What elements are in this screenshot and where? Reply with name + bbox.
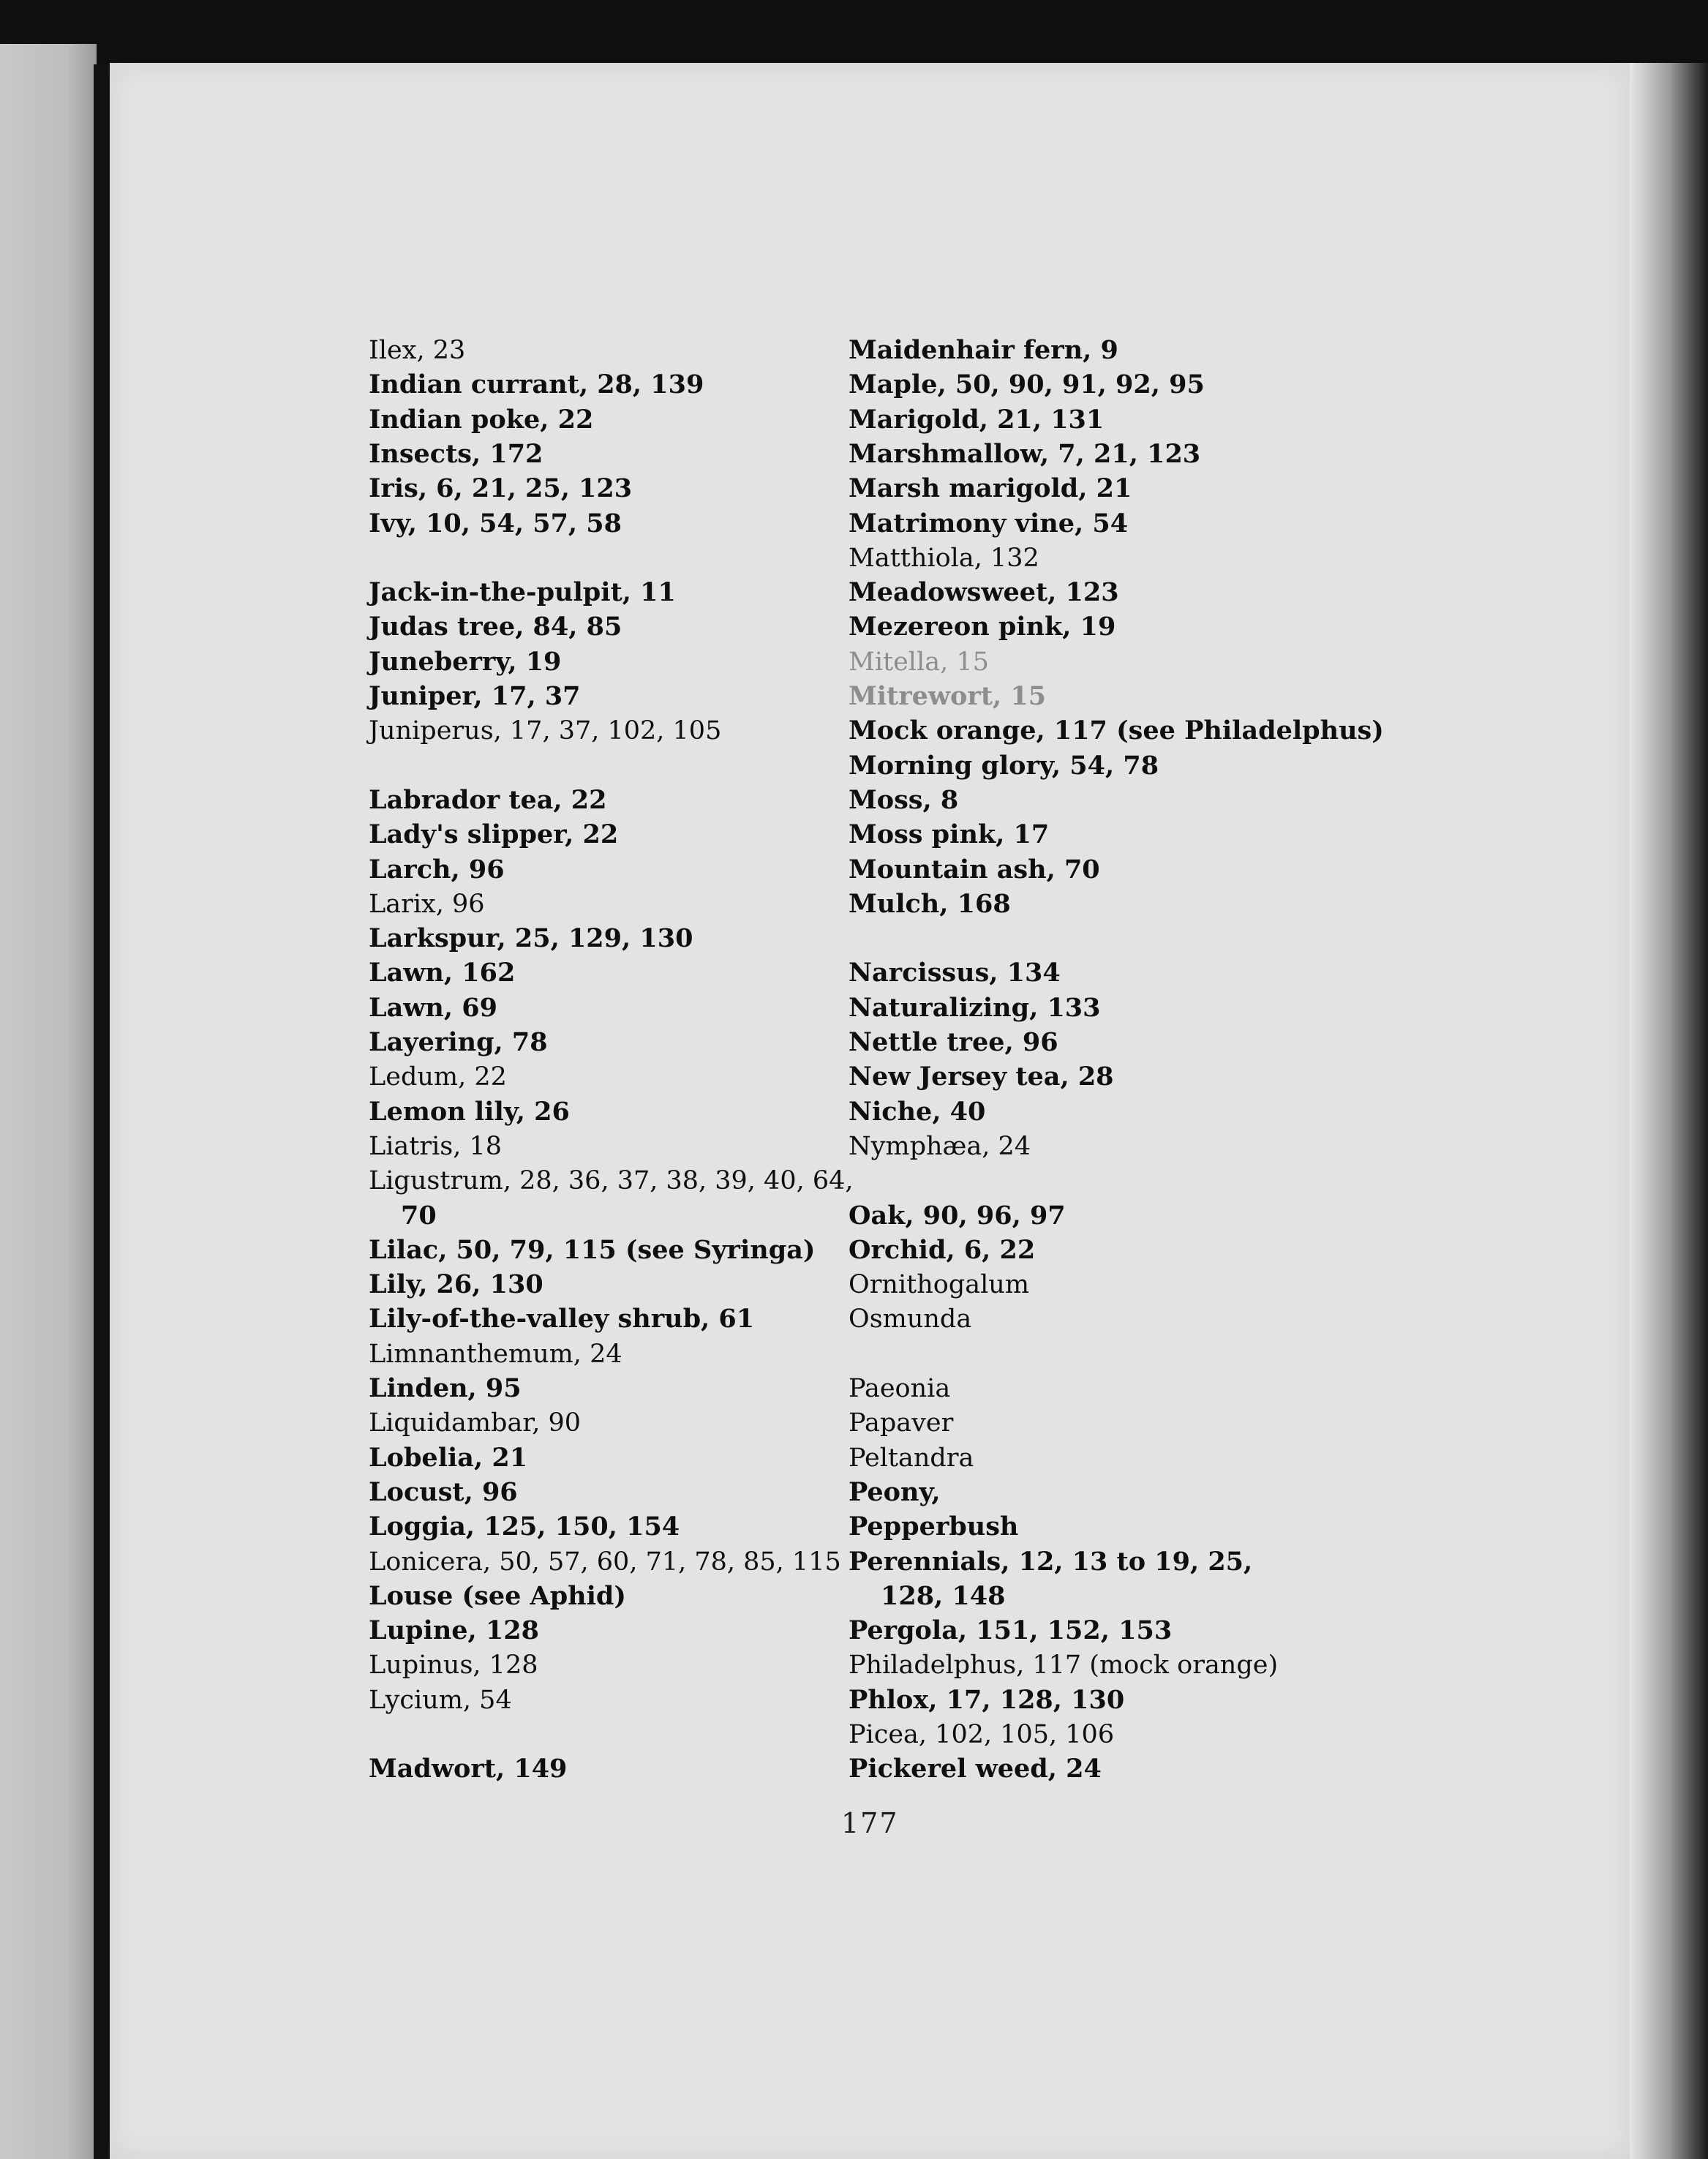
index-entry: Mock orange, 117 (see Philadelphus) [849, 716, 1384, 746]
index-entry: Lemon lily, 26 [369, 1096, 570, 1127]
index-entry: Ivy, 10, 54, 57, 58 [369, 508, 622, 538]
index-entry: Madwort, 149 [369, 1754, 568, 1784]
index-entry: Insects, 172 [369, 438, 543, 469]
index-entry: Lawn, 69 [369, 992, 497, 1023]
index-entry: Judas tree, 84, 85 [369, 612, 622, 642]
index-entry: Phlox, 17, 128, 130 [849, 1684, 1125, 1715]
index-entry: Indian currant, 28, 139 [369, 369, 704, 400]
index-entry: 70 [401, 1200, 437, 1231]
index-entry: Marshmallow, 7, 21, 123 [849, 438, 1201, 469]
index-entry: Larix, 96 [369, 889, 485, 919]
index-entry: Liatris, 18 [369, 1131, 503, 1161]
index-entry: Marsh marigold, 21 [849, 473, 1132, 504]
index-entry: Oak, 90, 96, 97 [849, 1200, 1066, 1231]
index-entry: Matrimony vine, 54 [849, 508, 1129, 538]
index-entry: Moss, 8 [849, 784, 959, 815]
index-entry: Mezereon pink, 19 [849, 612, 1116, 642]
index-entry: Morning glory, 54, 78 [849, 750, 1159, 781]
index-entry: Osmunda [849, 1304, 972, 1334]
index-entry: Linden, 95 [369, 1373, 522, 1403]
index-entry: Ligustrum, 28, 36, 37, 38, 39, 40, 64, [369, 1166, 854, 1196]
index-entry: Perennials, 12, 13 to 19, 25, [849, 1546, 1253, 1577]
index-entry: Iris, 6, 21, 25, 123 [369, 473, 633, 504]
index-entry: Lonicera, 50, 57, 60, 71, 78, 85, 115 [369, 1547, 841, 1577]
index-entry: Pergola, 151, 152, 153 [849, 1615, 1173, 1646]
index-entry: Pickerel weed, 24 [849, 1754, 1102, 1784]
index-entry: 128, 148 [881, 1580, 1006, 1611]
index-entry: Peony, [849, 1476, 941, 1507]
index-entry: Ornithogalum [849, 1270, 1030, 1300]
index-entry: Nymphæa, 24 [849, 1131, 1031, 1161]
film-edge-left [0, 44, 97, 2159]
index-entry: Juniper, 17, 37 [369, 681, 581, 711]
index-entry: Larch, 96 [369, 854, 505, 885]
index-entry: Mitrewort, 15 [849, 681, 1047, 711]
film-edge-right [1630, 63, 1708, 2159]
index-entry: Mountain ash, 70 [849, 854, 1100, 885]
index-entry: Maidenhair fern, 9 [849, 335, 1118, 365]
index-entry: Orchid, 6, 22 [849, 1234, 1036, 1265]
index-entry: Locust, 96 [369, 1476, 518, 1507]
index-entry: Narcissus, 134 [849, 958, 1061, 988]
index-entry: Mitella, 15 [849, 647, 989, 677]
index-entry: Lycium, 54 [369, 1685, 512, 1715]
index-entry: Niche, 40 [849, 1096, 986, 1127]
index-entry: Indian poke, 22 [369, 404, 594, 435]
index-entry: Lady's slipper, 22 [369, 819, 619, 850]
index-entry: Moss pink, 17 [849, 819, 1050, 850]
index-entry: Nettle tree, 96 [849, 1027, 1058, 1057]
index-entry: Peltandra [849, 1443, 974, 1473]
index-entry: Lupinus, 128 [369, 1651, 538, 1681]
index-entry: Mulch, 168 [849, 888, 1011, 919]
index-entry: Layering, 78 [369, 1027, 548, 1057]
index-page [110, 63, 1630, 2159]
index-entry: Limnanthemum, 24 [369, 1339, 622, 1369]
index-entry: New Jersey tea, 28 [849, 1062, 1114, 1092]
index-entry: Lawn, 162 [369, 958, 516, 988]
index-entry: Labrador tea, 22 [369, 784, 607, 815]
index-entry: Meadowsweet, 123 [849, 577, 1119, 608]
index-entry: Matthiola, 132 [849, 543, 1039, 573]
index-entry: Lily-of-the-valley shrub, 61 [369, 1304, 755, 1334]
index-entry: Naturalizing, 133 [849, 992, 1101, 1023]
film-binding-bar [94, 64, 110, 2159]
index-entry: Philadelphus, 117 (mock orange) [849, 1651, 1279, 1681]
page-number: 177 [841, 1807, 899, 1839]
index-entry: Lily, 26, 130 [369, 1269, 543, 1300]
index-entry: Ledum, 22 [369, 1062, 507, 1092]
index-entry: Jack-in-the-pulpit, 11 [369, 577, 676, 608]
index-entry: Lilac, 50, 79, 115 (see Syringa) [369, 1234, 816, 1265]
index-entry: Picea, 102, 105, 106 [849, 1720, 1115, 1749]
index-entry: Louse (see Aphid) [369, 1580, 626, 1611]
index-entry: Pepperbush [849, 1512, 1019, 1542]
index-entry: Paeonia [849, 1374, 951, 1403]
index-entry: Larkspur, 25, 129, 130 [369, 923, 693, 954]
index-entry: Papaver [849, 1408, 954, 1438]
index-entry: Loggia, 125, 150, 154 [369, 1512, 680, 1542]
index-entry: Juniperus, 17, 37, 102, 105 [369, 716, 722, 746]
index-entry: Maple, 50, 90, 91, 92, 95 [849, 369, 1205, 400]
index-entry: Juneberry, 19 [369, 646, 562, 677]
index-entry: Lobelia, 21 [369, 1442, 528, 1473]
index-entry: Liquidambar, 90 [369, 1408, 581, 1438]
index-entry: Marigold, 21, 131 [849, 404, 1105, 435]
index-entry: Ilex, 23 [369, 336, 466, 365]
index-entry: Lupine, 128 [369, 1615, 539, 1646]
